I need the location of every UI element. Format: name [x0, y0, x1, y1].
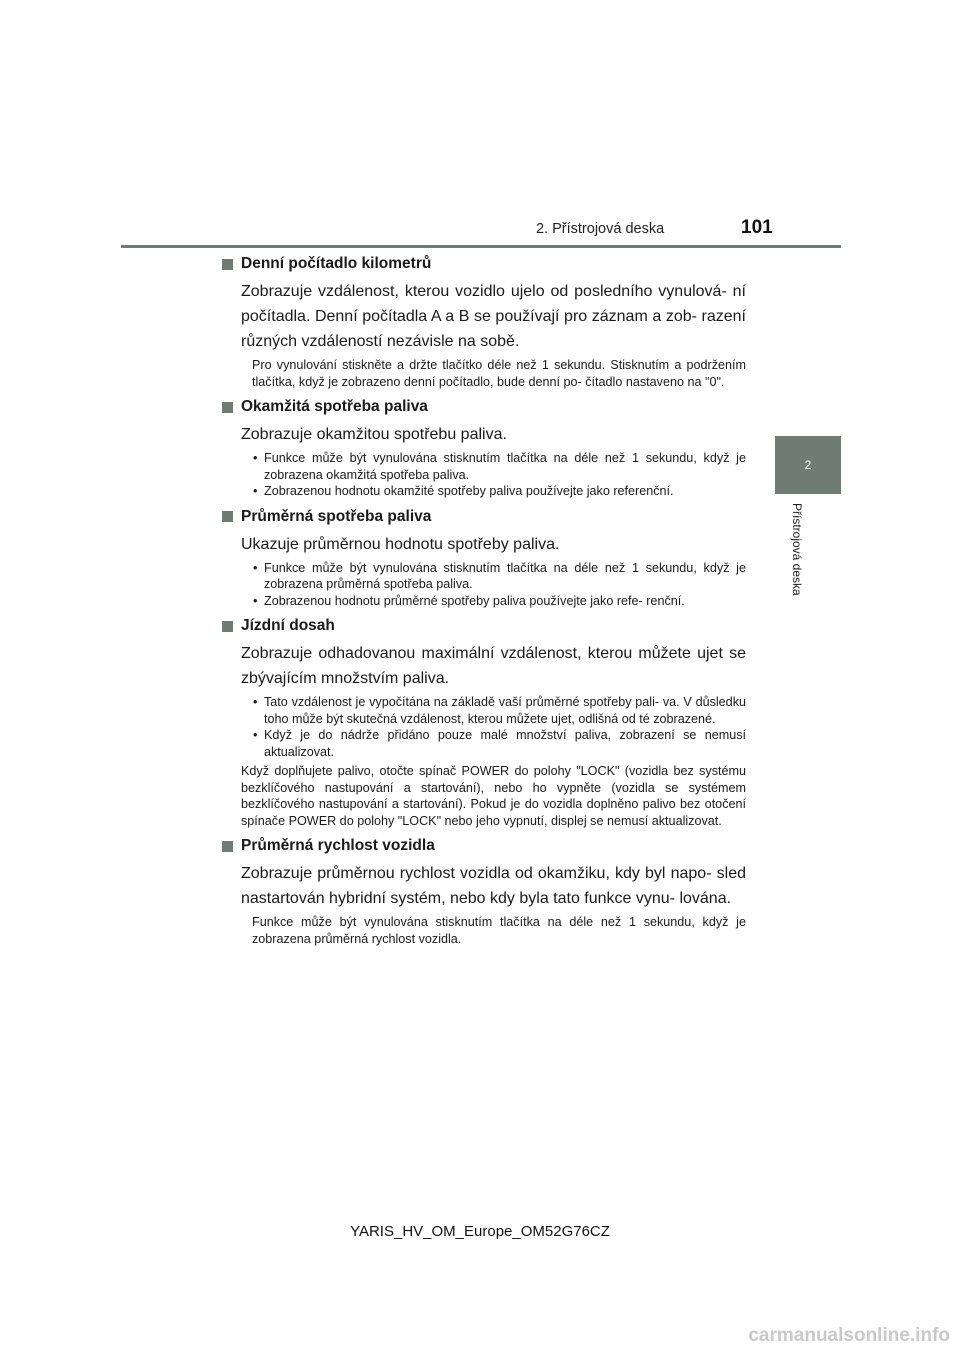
bullet-list — [252, 694, 746, 760]
square-bullet-icon — [222, 841, 233, 852]
section-heading-text: Denní počítadlo kilometrů — [241, 255, 432, 272]
square-bullet-icon — [222, 621, 233, 632]
section-lead: Zobrazuje průměrnou rychlost vozidla od okamžiku, kdy byl napo- sled nastartován hybridní systém, nebo kdy byla tato funkce vynu- lována. — [241, 865, 746, 907]
watermark: carmanualsonline.info — [748, 1325, 950, 1346]
section-heading-text: Průměrná spotřeba paliva — [241, 507, 432, 525]
section-note: Funkce může být vynulována stisknutím tlačítka na déle než 1 sekundu, když je zobrazena průměrná rychlost vozidla. — [252, 915, 746, 946]
bullet-item: • Zobrazenou hodnotu okamžité spotřeby paliva používejte jako referenční. — [252, 483, 746, 500]
page-number: 101 — [741, 217, 773, 238]
main-content — [222, 253, 746, 953]
section-driving-range — [222, 615, 746, 829]
section-lead: Zobrazuje okamžitou spotřebu paliva. — [241, 426, 507, 443]
bullet-item: • Funkce může být vynulována stisknutím tlačítka na déle než 1 sekundu, když je zobrazena okamžitá spotřeba paliva. — [252, 450, 746, 483]
bullet-item: • Když je do nádrže přidáno pouze malé množství paliva, zobrazení se nemusí aktualizovat. — [252, 727, 746, 760]
bullet-list — [252, 560, 746, 610]
section-heading — [222, 253, 746, 275]
section-heading — [222, 835, 746, 857]
section-heading-text: Okamžitá spotřeba paliva — [241, 398, 428, 415]
section-note: Pro vynulování stiskněte a držte tlačítko déle než 1 sekundu. Stisknutím a podržením tlačítka, když je zobrazeno denní počítadlo, bude denní po- čítadlo nastaveno na "0". — [252, 358, 746, 389]
bullet-item: • Zobrazenou hodnotu průměrné spotřeby paliva používejte jako refe- renční. — [252, 593, 746, 610]
square-bullet-icon — [222, 402, 233, 413]
section-trip-meter — [222, 253, 746, 390]
section-lead: Ukazuje průměrnou hodnotu spotřeby paliva. — [241, 535, 560, 553]
document-code: YARIS_HV_OM_Europe_OM52G76CZ — [350, 1223, 610, 1240]
section-current-fuel — [222, 396, 746, 500]
section-heading — [222, 615, 746, 637]
section-heading-text: Jízdní dosah — [241, 617, 335, 634]
section-heading-text: Průměrná rychlost vozidla — [241, 837, 435, 854]
chapter-tab-label: Přístrojová deska — [790, 503, 804, 596]
section-heading — [222, 506, 746, 528]
bullet-item: • Tato vzdálenost je vypočítána na základě vaší průměrné spotřeby pali- va. V důsledku toho může být skutečná vzdálenost, kterou můžete ujet, odlišná od té zobrazené. — [252, 694, 746, 727]
running-header-section: 2. Přístrojová deska — [536, 221, 665, 237]
section-average-fuel — [222, 506, 746, 610]
section-average-speed — [222, 835, 746, 947]
section-lead: Zobrazuje vzdálenost, kterou vozidlo ujelo od posledního vynulová- ní počítadla. Denní počítadla A a B se používají pro záznam a zob- razení různých vzdáleností nezávisle na sobě. — [241, 283, 746, 350]
header-divider — [121, 245, 841, 248]
bullet-list — [252, 450, 746, 500]
section-heading — [222, 396, 746, 418]
bullet-item: • Funkce může být vynulována stisknutím tlačítka na déle než 1 sekundu, když je zobrazena průměrná spotřeba paliva. — [252, 560, 746, 593]
square-bullet-icon — [222, 511, 233, 522]
square-bullet-icon — [222, 259, 233, 270]
section-lead: Zobrazuje odhadovanou maximální vzdálenost, kterou můžete ujet se zbývajícím množstvím paliva. — [241, 645, 746, 687]
section-paragraph: Když doplňujete palivo, otočte spínač POWER do polohy "LOCK" (vozidla bez systému bezklíčového nastupování a startování), nebo ho vypněte (vozidla se systémem bezklíčového nastupování a startování). Pokud je do vozidla doplněno palivo bez otočení spínače POWER do polohy "LOCK" nebo jeho vypnutí, displej se nemusí aktualizovat. — [241, 764, 746, 828]
chapter-tab: 2 — [775, 436, 841, 494]
